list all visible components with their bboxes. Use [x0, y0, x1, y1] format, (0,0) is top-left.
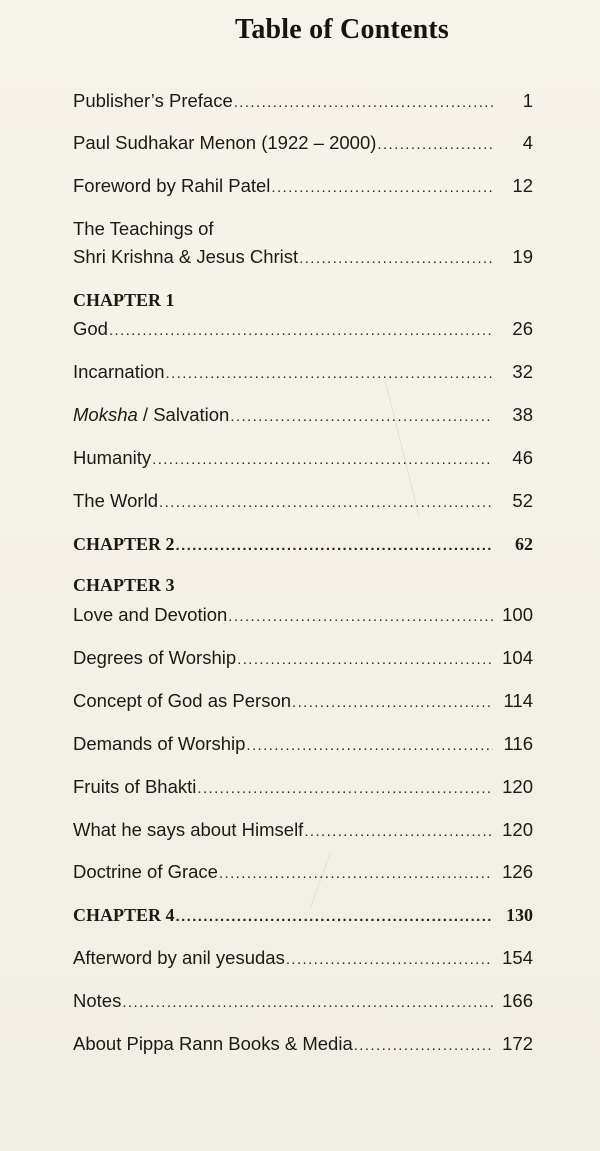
entry-label: Paul Sudhakar Menon (1922 – 2000) [73, 132, 377, 153]
toc-entry-teachings[interactable] [73, 242, 533, 272]
toc-entry-about[interactable] [73, 1029, 533, 1059]
entry-page-number: 1 [522, 90, 533, 111]
dot-leader [152, 445, 493, 475]
entry-page-number: 166 [502, 990, 533, 1011]
page-title: Table of Contents [235, 14, 449, 45]
toc-entry-demands[interactable] [73, 729, 533, 759]
toc-entry-incarnation[interactable] [73, 357, 533, 387]
entry-label: Demands of Worship [73, 733, 246, 754]
toc-entry-himself[interactable] [73, 815, 533, 845]
entry-label: Publisher’s Preface [73, 90, 233, 111]
toc-entry-menon[interactable] [73, 128, 533, 158]
toc-entry-chapter-4[interactable] [73, 900, 533, 930]
dot-leader [354, 1031, 493, 1061]
dot-leader [159, 488, 493, 518]
toc-entry-teachings-line1: The Teachings of [73, 218, 214, 239]
entry-label: Fruits of Bhakti [73, 776, 197, 797]
entry-label: God [73, 318, 108, 339]
entry-label: CHAPTER 4 [73, 905, 175, 925]
entry-label: About Pippa Rann Books & Media [73, 1033, 353, 1054]
dot-leader [228, 602, 493, 632]
entry-page-number: 126 [502, 861, 533, 882]
entry-label: Shri Krishna & Jesus Christ [73, 246, 299, 267]
entry-label: Notes [73, 990, 122, 1011]
entry-label: What he says about Himself [73, 819, 304, 840]
chapter-3-heading[interactable]: CHAPTER 3 [73, 575, 175, 595]
dot-leader [166, 359, 493, 389]
entry-label: Foreword by Rahil Patel [73, 175, 271, 196]
entry-label: Concept of God as Person [73, 690, 292, 711]
entry-label: Degrees of Worship [73, 647, 237, 668]
dot-leader [292, 688, 493, 718]
dot-leader [176, 902, 493, 932]
entry-page-number: 120 [502, 776, 533, 797]
entry-page-number: 104 [502, 647, 533, 668]
dot-leader [271, 173, 493, 203]
entry-page-number: 62 [515, 534, 533, 554]
toc-entry-afterword[interactable] [73, 943, 533, 973]
entry-page-number: 52 [512, 490, 533, 511]
dot-leader [197, 774, 493, 804]
entry-label [73, 400, 229, 430]
entry-page-number: 114 [503, 690, 533, 711]
entry-page-number: 120 [502, 819, 533, 840]
entry-label-rest: / Salvation [137, 404, 230, 425]
entry-page-number: 116 [503, 733, 533, 754]
entry-label: Humanity [73, 447, 152, 468]
entry-label: Doctrine of Grace [73, 861, 218, 882]
dot-leader [246, 731, 493, 761]
toc-entry-love[interactable] [73, 600, 533, 630]
dot-leader [219, 859, 493, 889]
entry-label: Love and Devotion [73, 604, 228, 625]
toc-entry-humanity[interactable] [73, 443, 533, 473]
dot-leader [234, 88, 493, 118]
dot-leader [304, 817, 493, 847]
toc-entry-foreword[interactable] [73, 171, 533, 201]
toc-entry-notes[interactable] [73, 986, 533, 1016]
dot-leader [109, 316, 493, 346]
dot-leader [286, 945, 493, 975]
entry-page-number: 154 [502, 947, 533, 968]
entry-page-number: 19 [512, 246, 533, 267]
dot-leader [377, 130, 493, 160]
dot-leader [176, 531, 493, 561]
chapter-1-heading[interactable]: CHAPTER 1 [73, 290, 175, 310]
dot-leader [299, 244, 493, 274]
entry-page-number: 172 [502, 1033, 533, 1054]
entry-label: Afterword by anil yesudas [73, 947, 285, 968]
entry-page-number: 4 [522, 132, 533, 153]
entry-label-italic: Moksha [73, 404, 138, 425]
entry-page-number: 38 [512, 404, 533, 425]
toc-entry-concept[interactable] [73, 686, 533, 716]
entry-page-number: 130 [506, 905, 533, 925]
entry-label: Incarnation [73, 361, 165, 382]
entry-page-number: 26 [512, 318, 533, 339]
entry-page-number: 46 [512, 447, 533, 468]
toc-entry-fruits[interactable] [73, 772, 533, 802]
toc-entry-publishers-preface[interactable] [73, 86, 533, 116]
entry-label: The World [73, 490, 158, 511]
toc-entry-god[interactable] [73, 314, 533, 344]
dot-leader [230, 402, 493, 432]
entry-page-number: 100 [502, 604, 533, 625]
toc-entry-world[interactable] [73, 486, 533, 516]
dot-leader [237, 645, 493, 675]
dot-leader [122, 988, 493, 1018]
entry-label: CHAPTER 2 [73, 534, 175, 554]
toc-entry-chapter-2[interactable] [73, 529, 533, 559]
entry-page-number: 12 [512, 175, 533, 196]
toc-entry-grace[interactable] [73, 857, 533, 887]
entry-page-number: 32 [512, 361, 533, 382]
toc-entry-degrees[interactable] [73, 643, 533, 673]
toc-entry-moksha[interactable] [73, 400, 533, 430]
